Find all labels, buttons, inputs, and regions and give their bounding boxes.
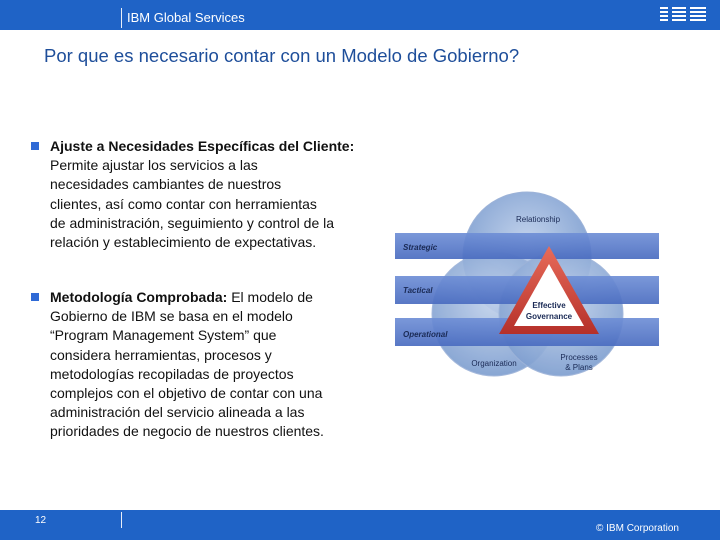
bullet-line: Metodología Comprobada: El modelo de <box>50 289 313 305</box>
bullet-heading: Metodología Comprobada: <box>50 289 228 305</box>
footer-divider <box>121 512 122 528</box>
bullet-line: complejos con el objetivo de contar con una <box>50 385 323 402</box>
label-operational: Operational <box>403 330 448 339</box>
label-tactical: Tactical <box>403 286 433 295</box>
bullet-line: “Program Management System” que <box>50 327 277 344</box>
label-effective: Effective <box>532 301 566 310</box>
bullet-line: metodologías recopiladas de proyectos <box>50 365 294 382</box>
bullet-marker <box>31 293 39 301</box>
bullet-line: Gobierno de IBM se basa en el modelo <box>50 308 293 325</box>
page-number: 12 <box>35 515 47 526</box>
bullet-line: de administración, seguimiento y control de la <box>50 214 335 231</box>
footer-bar <box>0 510 720 540</box>
bullet-line: Ajuste a Necesidades Específicas del Cliente: Permite ajustar los servicios a las <box>50 138 355 174</box>
ibm-logo-icon <box>658 4 708 26</box>
label-processes: Processes <box>560 353 598 362</box>
copyright: © IBM Corporation <box>596 523 679 534</box>
bullet-line: clientes, así como contar con herramientas <box>50 195 317 212</box>
bullet-heading: Ajuste a Necesidades Específicas del Cliente: <box>50 138 355 154</box>
label-strategic: Strategic <box>403 243 438 252</box>
bullet-marker <box>31 142 39 150</box>
header-bar <box>0 0 720 30</box>
slide-title: Por que es necesario contar con un Modelo de Gobierno? <box>44 45 520 66</box>
bullet-line: considera herramientas, procesos y <box>50 346 272 363</box>
bullet-line: relación y establecimiento de expectativas. <box>50 234 317 251</box>
company-name: IBM Global Services <box>127 10 245 25</box>
label-organization: Organization <box>471 359 517 368</box>
bullet-2-text <box>50 288 370 442</box>
label-relationship: Relationship <box>515 215 561 224</box>
header-divider <box>121 8 122 28</box>
bullet-line: prioridades de negocio de nuestros clientes. <box>50 423 324 440</box>
bullet-line: administración del servicio alineada a las <box>50 404 305 421</box>
label-plans: & Plans <box>565 363 593 372</box>
governance-diagram <box>393 184 663 384</box>
label-governance: Governance <box>525 312 573 321</box>
bullet-line: necesidades cambiantes de nuestros <box>50 176 282 193</box>
bullet-1-text <box>50 137 380 252</box>
